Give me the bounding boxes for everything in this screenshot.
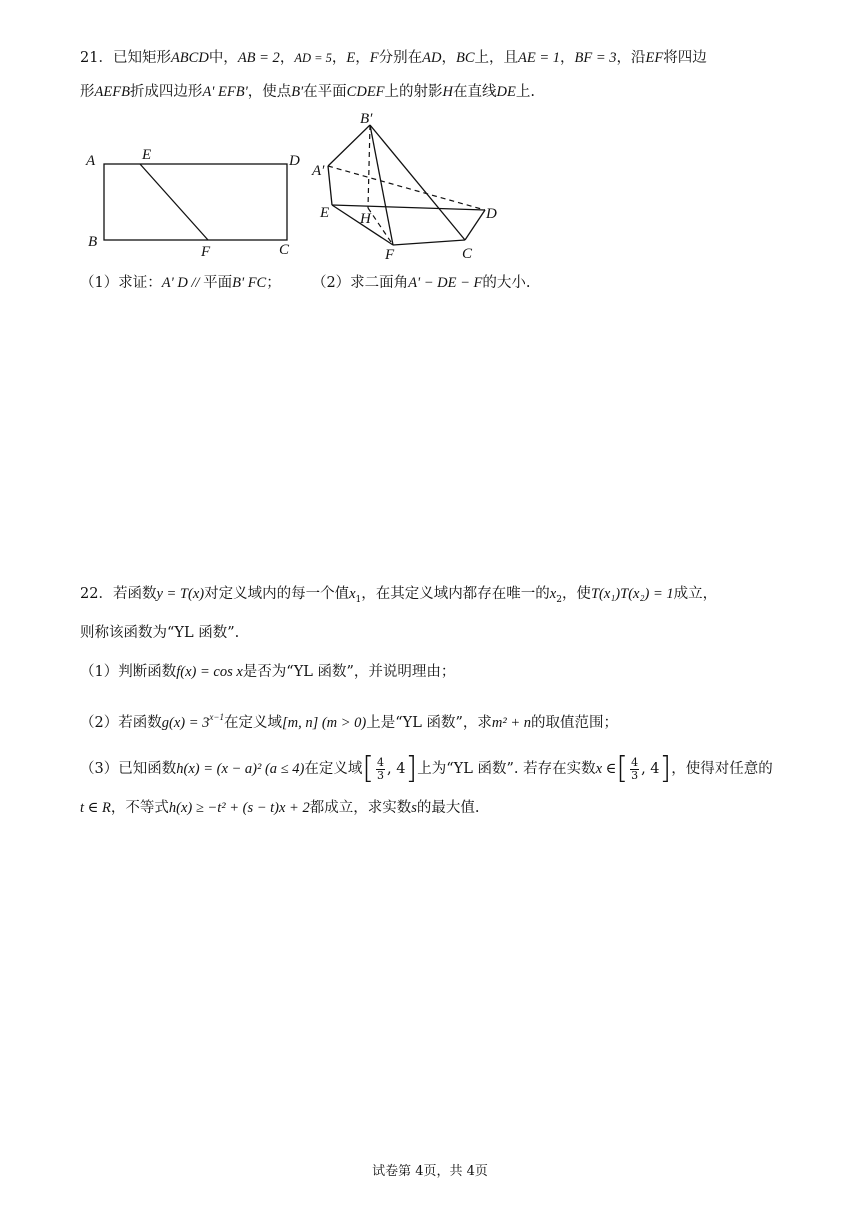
fraction-four-thirds-2: $\frac{4}{3}$ bbox=[631, 755, 639, 782]
edge-e-d bbox=[332, 205, 485, 210]
q22-part3: （3）已知函数h(x) = (x − a)² (a ≤ 4)在定义域[ $\frac{4}{3}$ , 4]上为“YL 函数”. 若存在实数x ∈[ $\frac{4}{3}$ , 4]，使得对任意的 bbox=[80, 751, 773, 786]
edge-bprime-h bbox=[368, 125, 370, 208]
label-a: A bbox=[86, 153, 96, 169]
edge-aprime-d bbox=[328, 166, 485, 210]
label-c2: C bbox=[462, 246, 473, 262]
q21-line2: 形AEFB折成四边形A' EFB'，使点B'在平面CDEF上的射影H在直线DE上. bbox=[80, 84, 535, 100]
page-footer: 试卷第 4页，共 4页 bbox=[372, 1164, 488, 1179]
edge-c-d bbox=[465, 210, 485, 240]
label-aprime: A′ bbox=[312, 163, 325, 179]
edge-bprime-f bbox=[370, 125, 393, 245]
rectangle-abcd bbox=[104, 164, 287, 240]
label-f: F bbox=[201, 244, 211, 260]
segment-ef bbox=[140, 164, 208, 240]
label-c: C bbox=[279, 242, 290, 258]
edge-bprime-aprime bbox=[328, 125, 370, 166]
edge-bprime-c bbox=[370, 125, 465, 240]
label-e: E bbox=[142, 147, 152, 163]
rectangle-figure bbox=[80, 138, 310, 263]
q22-number: 22． bbox=[80, 586, 113, 602]
label-h: H bbox=[360, 211, 371, 227]
q21-parts: （1）求证：A' D // 平面B' FC； （2）求二面角A' − DE − F的大小. bbox=[80, 275, 531, 291]
edge-aprime-e bbox=[328, 166, 332, 205]
q21-line1: 21．已知矩形ABCD中，AB = 2，AD = 5，E，F分别在AD，BC上，且AE = 1，BF = 3，沿EF将四边 bbox=[80, 50, 707, 66]
label-d: D bbox=[289, 153, 300, 169]
label-d2: D bbox=[486, 206, 497, 222]
fraction-four-thirds: $\frac{4}{3}$ bbox=[377, 755, 385, 782]
q21-number: 21． bbox=[80, 50, 113, 66]
q22-line2: 则称该函数为“YL 函数”. bbox=[80, 625, 240, 641]
label-bprime: B′ bbox=[360, 111, 373, 127]
label-b: B bbox=[88, 234, 98, 250]
q22-part2: （2）若函数$g(x) = 3^{x-1}$在定义域[m, n] (m > 0)上是“YL 函数”，求m² + n的取值范围； bbox=[80, 712, 618, 731]
q22-part1: （1）判断函数f(x) = cos x是否为“YL 函数”，并说明理由； bbox=[80, 664, 456, 680]
label-f2: F bbox=[385, 247, 395, 263]
q22-part3-line2: t ∈ R，不等式h(x) ≥ −t² + (s − t)x + 2都成立，求实数s的最大值. bbox=[80, 800, 480, 816]
label-e2: E bbox=[320, 205, 330, 221]
q22-line1: 22．若函数y = T(x)对定义域内的每一个值$x_1$，在其定义域内都存在唯一的$x_2$，使T(x₁)T(x₂) = 1成立， bbox=[80, 586, 718, 605]
edge-f-c bbox=[393, 240, 465, 245]
folded-figure bbox=[310, 108, 510, 263]
